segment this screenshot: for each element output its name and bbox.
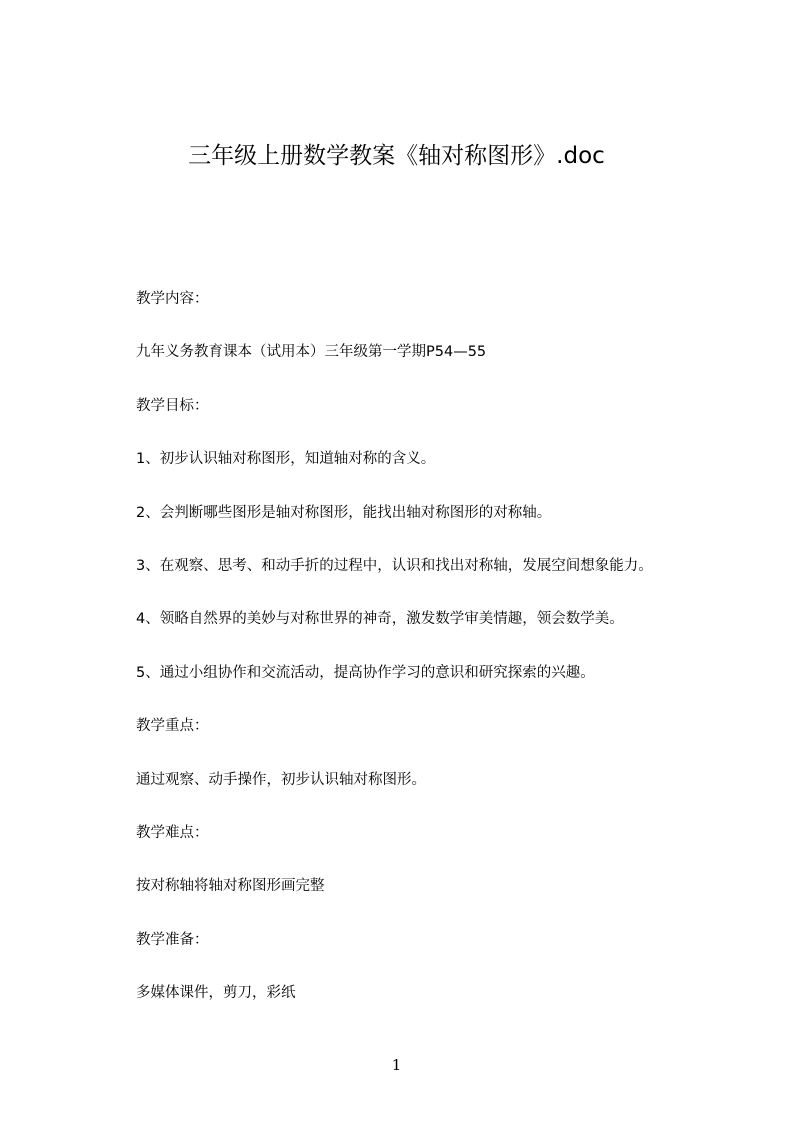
document-title: 三年级上册数学教案《轴对称图形》.doc	[188, 143, 605, 169]
objective-item-5: 5、通过小组协作和交流活动，提高协作学习的意识和研究探索的兴趣。	[136, 664, 595, 681]
paragraph-difficulties: 按对称轴将轴对称图形画完整	[136, 878, 325, 895]
section-heading-difficulties: 教学难点：	[136, 824, 209, 841]
section-heading-objectives: 教学目标：	[136, 397, 209, 414]
objective-item-1: 1、初步认识轴对称图形，知道轴对称的含义。	[136, 451, 436, 468]
paragraph-preparation: 多媒体课件，剪刀，彩纸	[136, 985, 296, 1002]
section-heading-preparation: 教学准备：	[136, 931, 209, 948]
objective-item-3: 3、在观察、思考、和动手折的过程中，认识和找出对称轴，发展空间想象能力。	[136, 557, 653, 574]
paragraph-key-points: 通过观察、动手操作，初步认识轴对称图形。	[136, 771, 426, 788]
section-heading-key-points: 教学重点：	[136, 718, 209, 735]
page-number: 1	[391, 1056, 402, 1074]
paragraph-textbook: 九年义务教育课本（试用本）三年级第一学期P54—55	[136, 344, 487, 361]
document-body	[136, 286, 736, 1033]
section-heading-content: 教学内容：	[136, 291, 209, 307]
objective-item-4: 4、领略自然界的美妙与对称世界的神奇，激发数学审美情趣，领会数学美。	[136, 611, 624, 628]
objective-item-2: 2、会判断哪些图形是轴对称图形，能找出轴对称图形的对称轴。	[136, 504, 552, 521]
